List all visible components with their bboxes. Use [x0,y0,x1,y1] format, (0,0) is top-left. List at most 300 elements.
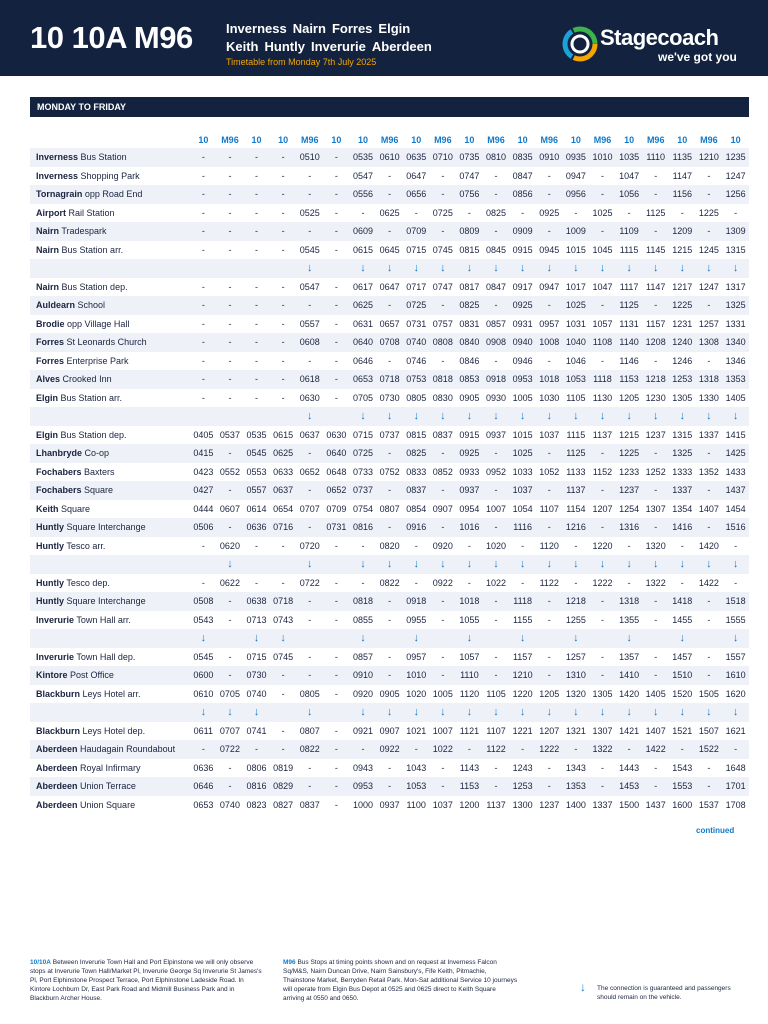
departure-time: 0931 [512,318,533,329]
departure-time: 1437 [722,481,749,500]
departure-time: 1045 [592,244,613,255]
departure-time: - [494,762,498,773]
departure-time: - [574,540,578,551]
connection-arrow-icon: ↓ [536,407,563,426]
departure-time: 0820 [379,540,400,551]
service-number: 10 [403,132,430,148]
departure-time: - [536,592,563,611]
departure-time: 1407 [698,503,719,514]
departure-time: 0553 [246,466,267,477]
stop-place: Baxters [84,466,115,477]
departure-time: 1208 [642,333,669,352]
departure-time: 0611 [193,725,214,736]
connection-arrow-icon: ↓ [536,555,563,574]
empty-cell [483,629,510,648]
connection-arrow-icon: ↓ [696,407,723,426]
connection-arrow-icon: ↓ [509,629,536,648]
stagecoach-logo [562,22,742,66]
departure-time: 1420 [698,540,719,551]
departure-time: 1416 [669,518,696,537]
departure-time: 0817 [459,281,480,292]
departure-time: 1553 [669,777,696,796]
departure-time: - [722,740,749,759]
connection-arrow-icon: ↓ [403,259,430,278]
departure-time: 0827 [273,799,294,810]
departure-time: 1354 [672,503,693,514]
departure-time: 1300 [512,799,533,810]
departure-time: - [430,777,457,796]
departure-time: 1315 [672,429,693,440]
service-number: 10 [509,132,536,148]
departure-time: 0609 [350,222,377,241]
service-number: M96 [536,132,563,148]
departure-time: 0815 [459,244,480,255]
departure-time: 1337 [698,429,719,440]
departure-time: - [334,392,338,403]
departure-time: 0405 [193,429,214,440]
departure-time: 0630 [326,429,347,440]
header-spacer [30,132,190,148]
stop-town: Blackburn [36,688,81,699]
departure-time: 1555 [725,614,746,625]
departure-time: - [414,207,418,218]
connection-arrow-icon: ↓ [509,703,536,722]
departure-time: 0745 [273,651,294,662]
departure-time: - [680,207,684,218]
departure-time: 0737 [350,481,377,500]
departure-time: 1205 [539,688,560,699]
departure-time: 1222 [592,577,613,588]
stop-town: Nairn [36,226,60,237]
departure-time: 0620 [219,540,240,551]
departure-time: 1108 [589,333,616,352]
departure-time: 1031 [565,318,586,329]
departure-time: 0833 [406,466,427,477]
stop-name [30,685,190,704]
departure-time: - [217,777,244,796]
departure-time: - [589,777,616,796]
departure-time: 1210 [696,148,723,167]
departure-time: 1147 [672,170,692,181]
departure-time: 0910 [350,666,377,685]
connection-arrow-icon: ↓ [563,259,590,278]
departure-time: 1015 [565,244,586,255]
departure-time: 0545 [299,244,320,255]
departure-time: - [201,540,205,551]
departure-time: 1107 [539,503,559,514]
departure-time: - [696,666,723,685]
departure-time: 0557 [299,318,320,329]
departure-time: - [334,725,338,736]
departure-time: 0747 [432,281,453,292]
departure-time: - [430,296,457,315]
connection-arrow-icon: ↓ [483,703,510,722]
departure-time: - [217,518,244,537]
departure-time: 1405 [725,392,746,403]
departure-time: 1047 [619,170,640,181]
timetable-row [30,444,749,463]
departure-time: - [494,614,498,625]
stop-place: Square [84,485,114,496]
stop-town: Aberdeen [36,762,78,773]
departure-time: 0725 [403,296,430,315]
connection-arrow-icon: ↓ [642,407,669,426]
departure-time: - [430,222,457,241]
departure-time: - [255,207,259,218]
service-number: 10 [350,132,377,148]
departure-time: 1207 [539,725,560,736]
departure-time: 0905 [459,392,480,403]
departure-time: 0946 [512,355,533,366]
connection-arrow-icon: ↓ [669,407,696,426]
service-number: 10 [323,132,350,148]
departure-time: - [308,651,312,662]
stop-town: Forres [36,337,65,348]
departure-time: - [217,444,244,463]
departure-time: - [323,333,350,352]
connection-arrow-icon: ↓ [563,555,590,574]
connection-arrow-icon: ↓ [483,407,510,426]
departure-time: 1521 [672,725,693,736]
departure-time: 1020 [486,540,507,551]
departure-time: - [334,799,338,810]
timetable-row [30,167,749,186]
departure-time: 1543 [672,762,693,773]
departure-time: - [334,318,338,329]
timetable-row [30,537,749,556]
departure-time: 1100 [406,799,426,810]
stop-town: Elgin [36,392,58,403]
departure-time: - [547,614,551,625]
connection-arrow-icon: ↓ [563,629,590,648]
departure-time: 0743 [273,614,294,625]
departure-time: 1320 [565,688,586,699]
departure-time: 1022 [486,577,507,588]
departure-time: 1237 [539,799,560,810]
empty-cell [217,629,244,648]
departure-time: 0637 [270,481,297,500]
stop-name [30,574,190,593]
timetable-row [30,463,749,482]
departure-time: 1648 [725,762,746,773]
stop-town: Huntly [36,522,64,533]
departure-time: 0830 [432,392,453,403]
departure-time: 0947 [539,281,560,292]
stop-town: Huntly [36,596,64,607]
departure-time: - [642,296,669,315]
timetable-row [30,315,749,334]
departure-time: 1125 [616,296,643,315]
departure-time: - [642,185,669,204]
stop-town: Nairn [36,244,60,255]
header [0,0,768,76]
departure-time: - [642,444,669,463]
departure-time: - [627,207,631,218]
departure-time: - [201,577,205,588]
brand-name: Stagecoach [600,25,719,50]
departure-time: 1020 [406,688,427,699]
empty-cell [296,629,323,648]
departure-time: 0633 [273,466,294,477]
departure-time: 1621 [725,725,746,736]
stop-name [30,167,190,186]
departure-time: 0835 [509,148,536,167]
departure-time: - [441,614,445,625]
empty-cell [217,407,244,426]
departure-time: - [217,296,244,315]
departure-time: - [190,740,217,759]
service-number: 10 [270,132,297,148]
departure-time: - [255,281,259,292]
departure-time: 0645 [379,244,400,255]
departure-time: 1125 [563,444,590,463]
stop-town: Blackburn [36,725,81,736]
departure-time: 0915 [512,244,533,255]
departure-time: - [243,222,270,241]
departure-time: - [270,333,297,352]
timetable-row [30,685,749,704]
departure-time: 1209 [669,222,696,241]
stop-town: Aberdeen [36,781,78,792]
departure-time: - [642,592,669,611]
note-service-10-label: 10/10A [30,959,51,966]
departure-time: - [430,481,457,500]
departure-time: 0845 [486,244,507,255]
departure-time: - [642,666,669,685]
departure-time: 1054 [512,503,533,514]
departure-time: 0746 [406,355,427,366]
departure-time: 1107 [486,725,506,736]
departure-time: 0920 [432,540,453,551]
departure-time: 1155 [512,614,533,625]
departure-time: 0600 [190,666,217,685]
departure-time: - [217,222,244,241]
departure-time: 0718 [376,370,403,389]
departure-time: - [388,651,392,662]
departure-time: - [190,370,217,389]
departure-time: 0855 [352,614,373,625]
departure-time: 0816 [350,518,377,537]
stop-town: Airport [36,207,66,218]
departure-time: 1225 [616,444,643,463]
departure-time: 1507 [698,725,719,736]
connection-arrow-icon: ↓ [350,629,377,648]
service-number: 10 [456,132,483,148]
departure-time: 0852 [432,466,453,477]
empty-cell [217,259,244,278]
departure-time: 0510 [296,148,323,167]
departure-time: 0625 [350,296,377,315]
departure-time: 0709 [403,222,430,241]
departure-time: - [642,222,669,241]
departure-time: - [589,592,616,611]
stop-name [30,444,190,463]
departure-time: - [430,666,457,685]
departure-time: 1330 [698,392,719,403]
departure-time: - [589,296,616,315]
departure-time: 0907 [379,725,400,736]
departure-time: 0955 [406,614,427,625]
departure-time: 0618 [296,370,323,389]
departure-time: - [521,540,525,551]
departure-time: - [255,392,259,403]
departure-time: - [734,540,738,551]
departure-time: - [680,540,684,551]
service-number: 10 [669,132,696,148]
timetable-row [30,185,749,204]
connection-arrow-icon: ↓ [190,703,217,722]
departure-time: - [696,592,723,611]
departure-time: - [323,740,350,759]
departure-time: 1143 [459,762,480,773]
departure-time: 1200 [459,799,480,810]
empty-cell [323,555,350,574]
place-name: Forres [331,21,373,36]
departure-time: 1137 [563,481,590,500]
timetable-row [30,278,749,297]
stop-town: Fochabers [36,466,82,477]
departure-time: 1620 [725,688,746,699]
departure-time: 1137 [486,799,506,810]
departure-time: - [281,577,285,588]
connection-arrow-icon: ↓ [580,980,586,994]
stop-place: Square [61,503,91,514]
departure-time: 0710 [430,148,457,167]
departure-time: 1153 [456,777,483,796]
stop-town: Auldearn [36,300,76,311]
connection-arrow-icon: ↓ [403,407,430,426]
connection-arrow-icon: ↓ [456,703,483,722]
departure-time: 1055 [459,614,480,625]
departure-time: - [334,762,338,773]
departure-time: 1057 [592,318,613,329]
service-number: M96 [696,132,723,148]
departure-time: 1322 [645,577,666,588]
departure-time: 0652 [299,466,320,477]
departure-time: - [228,355,232,366]
timetable-row [30,426,749,445]
departure-time: 1105 [486,688,506,699]
departure-time: - [430,518,457,537]
departure-time: - [483,185,510,204]
departure-time: - [456,740,483,759]
departure-time: 0853 [456,370,483,389]
note-service-m96-label: M96 [283,959,296,966]
service-number: 10 [243,132,270,148]
departure-time: - [430,185,457,204]
service-number: M96 [483,132,510,148]
connection-arrow-icon: ↓ [243,703,270,722]
connection-arrow-icon: ↓ [616,407,643,426]
departure-time: - [243,185,270,204]
departure-time: 0722 [299,577,320,588]
departure-time: 0733 [352,466,373,477]
departure-time: - [403,740,430,759]
departure-time: 0823 [246,799,267,810]
departure-time: 1318 [696,370,723,389]
departure-time: - [217,666,244,685]
connection-arrow-icon: ↓ [696,703,723,722]
connection-arrow-icon: ↓ [296,259,323,278]
empty-cell [323,259,350,278]
departure-time: - [707,762,711,773]
departure-time: 0847 [512,170,533,181]
departure-time: 1109 [616,222,643,241]
stop-town: Huntly [36,540,64,551]
departure-time: - [483,666,510,685]
departure-time: 0933 [459,466,480,477]
timetable-row [30,666,749,685]
departure-time: - [228,244,232,255]
departure-time: 0731 [323,518,350,537]
stop-town: Elgin [36,429,58,440]
departure-time: 0635 [403,148,430,167]
departure-time: 1118 [589,370,616,389]
departure-time: 0917 [512,281,533,292]
connection-arrow-icon: ↓ [243,629,270,648]
departure-time: - [563,740,590,759]
connection-arrow-icon: ↓ [722,703,749,722]
departure-time: 0819 [273,762,294,773]
departure-time: 0957 [406,651,427,662]
departure-time: 0857 [352,651,373,662]
stop-name [30,370,190,389]
departure-time: - [296,444,323,463]
stop-name [30,315,190,334]
departure-time: - [281,207,285,218]
departure-time: 0908 [483,333,510,352]
departure-time: 1317 [725,281,746,292]
departure-time: - [281,244,285,255]
departure-time: 0547 [299,281,320,292]
departure-time: 0809 [456,222,483,241]
stop-name [30,648,190,667]
departure-time: - [281,540,285,551]
departure-time: 1400 [565,799,586,810]
stop-place: St Leonards Church [66,337,147,348]
empty-cell [376,629,403,648]
departure-time: 1025 [563,296,590,315]
departure-time: 0617 [352,281,373,292]
departure-time: 0741 [246,725,267,736]
stop-name [30,777,190,796]
departure-time: 1237 [645,429,666,440]
departure-time: - [243,296,270,315]
departure-time: 1121 [459,725,480,736]
service-number: 10 [190,132,217,148]
stop-place: Tesco dep. [66,577,110,588]
departure-time: 0909 [509,222,536,241]
departure-time: - [281,355,285,366]
stop-place: Post Office [70,670,114,681]
empty-cell [243,259,270,278]
departure-time: 1133 [566,466,586,477]
departure-time: - [308,355,312,366]
connection-arrow-icon: ↓ [350,259,377,278]
departure-time: - [600,651,604,662]
departure-time: 0854 [406,503,427,514]
departure-time: 0653 [193,799,214,810]
departure-time: - [547,170,551,181]
stop-name [30,222,190,241]
departure-time: 1135 [669,148,696,167]
departure-time: 1120 [539,540,559,551]
departure-time: 1122 [483,740,510,759]
connection-row [30,703,749,722]
departure-time: 1418 [669,592,696,611]
connection-arrow-icon: ↓ [456,555,483,574]
empty-cell [536,629,563,648]
